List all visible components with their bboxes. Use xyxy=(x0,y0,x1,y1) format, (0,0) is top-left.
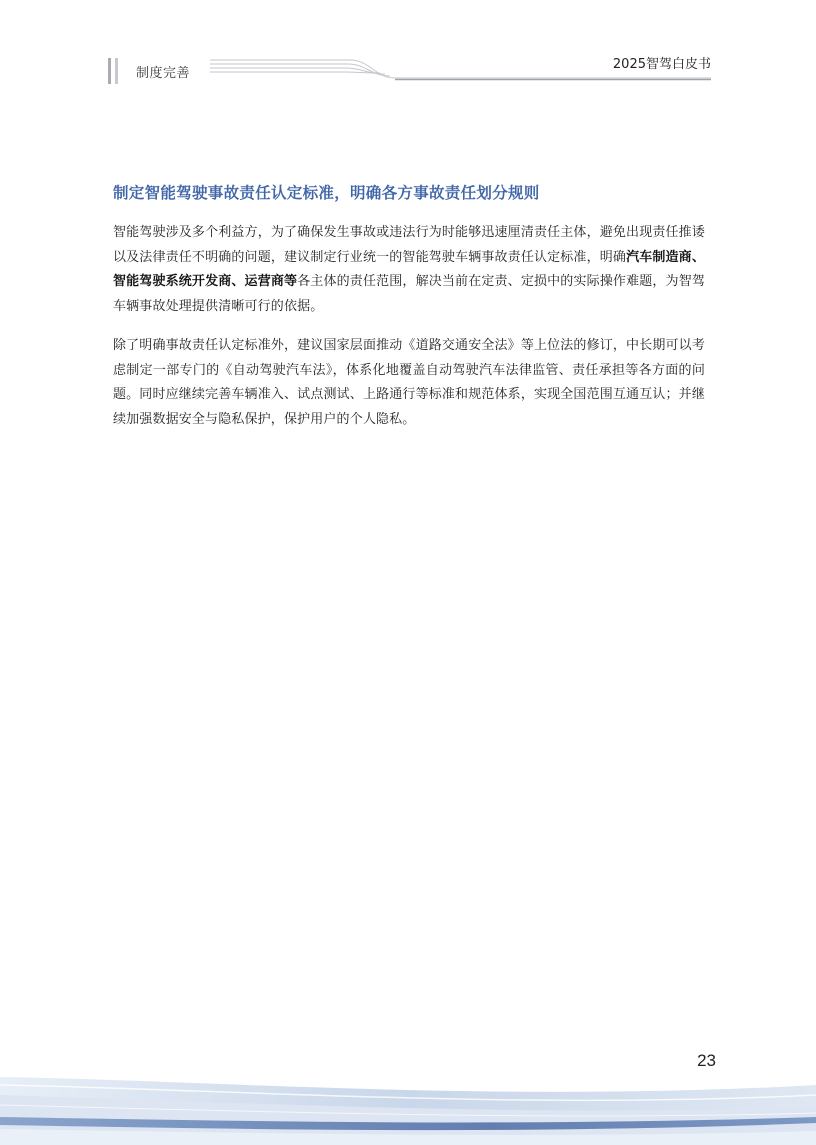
header-bar xyxy=(115,58,118,84)
footer-wave-decoration xyxy=(0,1055,816,1145)
page-number: 23 xyxy=(697,1051,716,1070)
body-paragraph xyxy=(113,221,705,319)
header-bar xyxy=(108,58,111,84)
document-title: 2025智驾白皮书 xyxy=(612,57,711,72)
section-label: 制度完善 xyxy=(136,66,191,81)
section-heading: 制定智能驾驶事故责任认定标准，明确各方事故责任划分规则 xyxy=(113,184,540,202)
body-paragraph: 除了明确事故责任认定标准外，建议国家层面推动《道路交通安全法》等上位法的修订，中长期可以考虑制定一部专门的《自动驾驶汽车法》，体系化地覆盖自动驾驶汽车法律监管、责任承担等各方面的问题。同时应继续完善车辆准入、试点测试、上路通行等标准和规范体系，实现全国范围互通互认；并继续加强数据安全与隐私保护，保护用户的个人隐私。 xyxy=(113,338,705,427)
paragraph-text: 各主体的责任范围，解决当前在定责、定损中的实际操作难题，为智驾车辆事故处理提供清晰可行的依据。 xyxy=(113,274,705,314)
paragraph-bold-text: 汽车制造商、智能驾驶系统开发商、运营商等 xyxy=(113,249,705,289)
paragraph-text: 智能驾驶涉及多个利益方，为了确保发生事故或违法行为时能够迅速厘清责任主体，避免出现责任推诿以及法律责任不明确的问题，建议制定行业统一的智能驾驶车辆事故责任认定标准，明确 xyxy=(113,225,705,265)
header-bars-decoration xyxy=(108,58,120,84)
